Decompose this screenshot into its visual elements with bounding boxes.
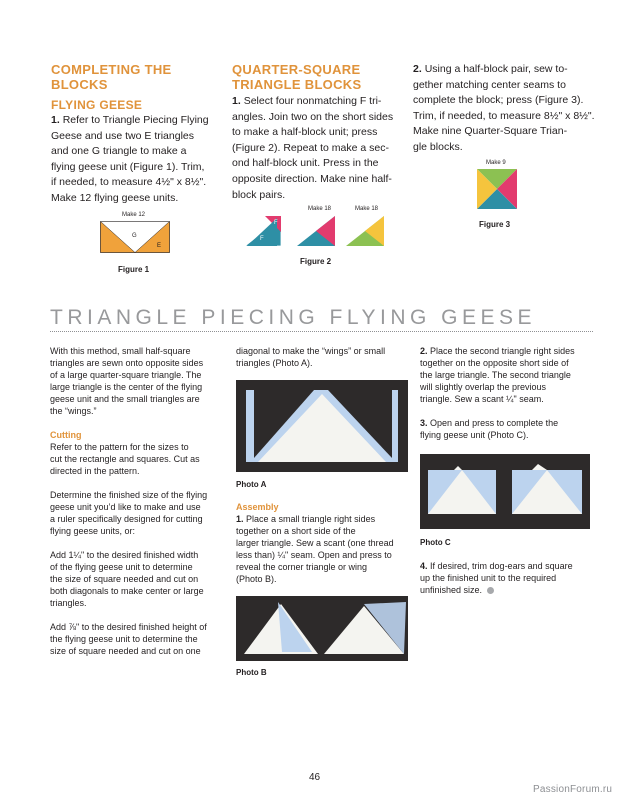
lower-col2-cont-text: diagonal to make the “wings” or small triangles (Photo A). xyxy=(236,346,386,368)
col2-step-text: 1. Select four nonmatching F tri- angles. Join two on the short sides to make a half-block unit; press (Figure 2). Repeat to make a sec- ond half-block unit. Press in the opposite direction. Make nine half- block pairs. xyxy=(232,95,394,201)
page-number: 46 xyxy=(309,772,321,783)
flying-geese-subheading: FLYING GEESE xyxy=(51,98,143,112)
step-number: 1. xyxy=(236,514,244,524)
lower-col3-step4-text: 4. If desired, trim dog-ears and square up the finished unit to the required unfinished size. xyxy=(420,561,573,595)
step-number: 2. xyxy=(420,346,428,356)
step-number: 4. xyxy=(420,561,428,571)
photo-a-caption: Photo A xyxy=(236,480,267,489)
col3-step-text: 2. Using a half-block pair, sew to- gether matching center seams to complete the block; press (Figure 3). Trim, if needed, to measure 8½" x 8½". Make nine Quarter-Square Trian- gle blocks. xyxy=(413,63,595,153)
lower-col1-text: With this method, small half-square triangles are sewn onto opposite sides of a large quarter-square triangle. The large triangle is the center of the flying geese unit and the small triangles are the “wings.” Cutting Refer to the pattern for the sizes to cut the rectangle and squares. Cut as directed in the pattern. Determine the finished size of the flying geese unit you’d like to make and use a ruler specifically designed for cutting flying geese units, or: Add 1¼" to the desired finished width of the flying geese unit to determine the size of square needed and cut on both diagonals to make center or large triangles. Add ⅞" to the desired finished height of the flying geese unit to determine the size of square needed and cut on one xyxy=(50,345,230,669)
photo-b-image xyxy=(236,596,408,661)
photo-c-image xyxy=(420,454,590,529)
assembly-heading: Assembly xyxy=(236,502,279,512)
qst-heading: QUARTER-SQUARE TRIANGLE BLOCKS xyxy=(232,62,362,92)
figure-2-letter-f-1: F xyxy=(274,220,278,226)
quarter-square-block xyxy=(477,169,517,209)
photo-c xyxy=(420,454,590,529)
photo-b-caption: Photo B xyxy=(236,668,267,677)
figure-1-letter-g: G xyxy=(132,233,137,239)
photo-c-caption: Photo C xyxy=(420,538,451,547)
figure-2-make-left: Make 18 xyxy=(308,206,332,212)
photo-a-image xyxy=(236,380,408,472)
photo-b xyxy=(236,596,408,661)
step-number: 3. xyxy=(420,418,428,428)
half-block-diagrams xyxy=(240,214,390,248)
cutting-heading: Cutting xyxy=(50,430,82,440)
step-number: 2. xyxy=(413,63,422,75)
figure-3-caption: Figure 3 xyxy=(479,220,511,229)
figure-2-make-right: Make 18 xyxy=(355,206,379,212)
section-divider xyxy=(50,331,593,332)
figure-1-caption: Figure 1 xyxy=(118,265,150,274)
section-title: TRIANGLE PIECING FLYING GEESE xyxy=(50,306,537,329)
watermark: PassionForum.ru xyxy=(533,784,613,795)
figure-2-caption: Figure 2 xyxy=(300,257,332,266)
lower-col2-step-text: 1. Place a small triangle right sides together on a short side of the larger triangle. Sew a scant (one thread less than) ¼" seam. Open and press to reveal the corner triangle or wing (Photo B). xyxy=(236,514,394,584)
figure-2-letter-f-2: F xyxy=(260,236,264,242)
completing-heading: COMPLETING THE BLOCKS xyxy=(51,62,172,92)
figure-1 xyxy=(100,212,170,252)
figure-1-letter-e: E xyxy=(157,243,162,249)
figure-1-make-label: Make 12 xyxy=(122,212,146,218)
col1-step-text: 1. Refer to Triangle Piecing Flying Geese and use two E triangles and one G triangle to make a flying geese unit (Figure 1). Trim, if needed, to measure 4½" x 8½". Make 12 flying geese units. xyxy=(51,114,209,204)
figure-3 xyxy=(470,160,520,212)
lower-col3-text: 2. Place the second triangle right sides together on the opposite short side of the large triangle. The second triangle will slightly overlap the previous triangle. Sew a scant ¼" seam. 3. Open and press to complete the flying geese unit (Photo C). xyxy=(420,346,575,440)
photo-a xyxy=(236,380,408,472)
step-number: 1. xyxy=(232,95,241,107)
figure-3-make-label: Make 9 xyxy=(486,160,506,166)
end-mark-icon xyxy=(487,587,494,594)
figure-2 xyxy=(240,206,390,250)
step-number: 1. xyxy=(51,114,60,126)
